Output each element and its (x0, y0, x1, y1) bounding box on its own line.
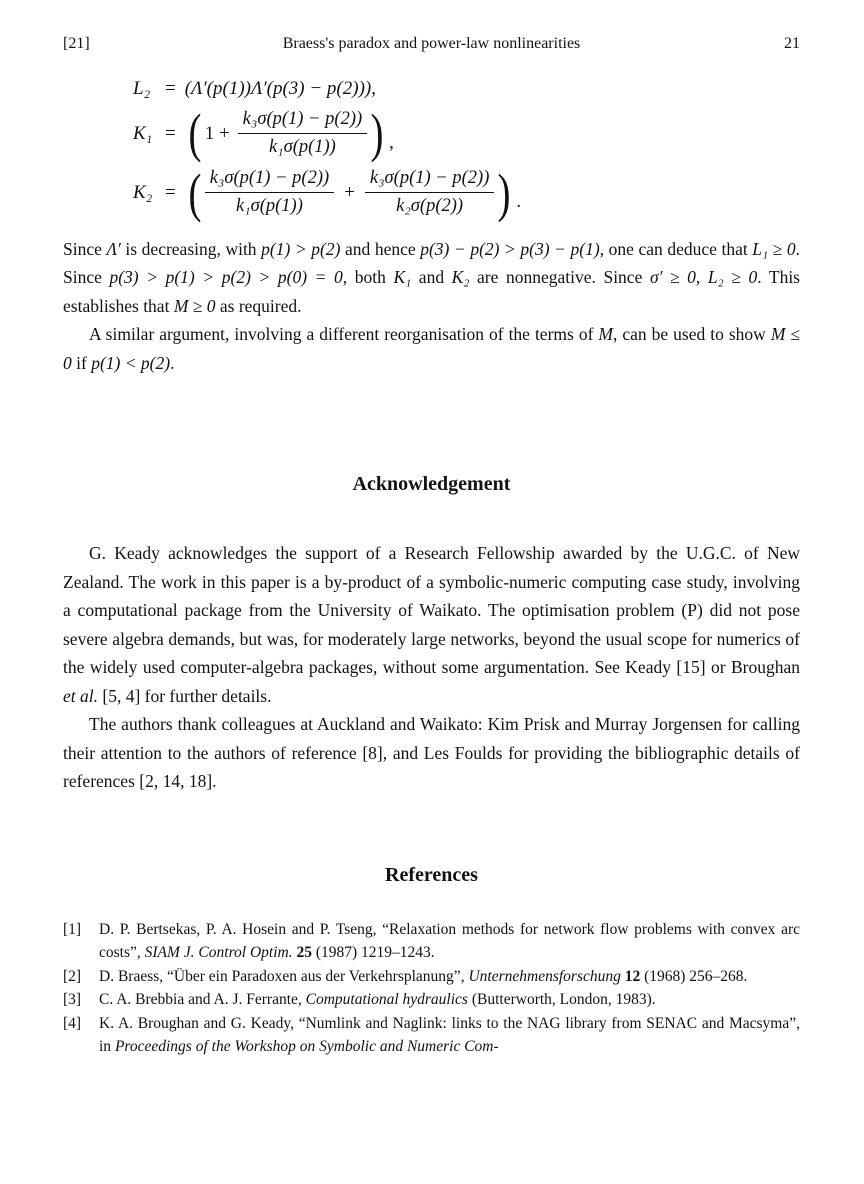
acknowledgement-paragraph: The authors thank colleagues at Auckland and Waikato: Kim Prisk and Murray Jorgensen for calling their attention to the authors of reference [8], and Les Foulds for providing the bibliographic details of references [2, 14, 18]. (63, 714, 800, 791)
equation-punctuation: . (516, 190, 522, 212)
reference-text: K. A. Broughan and G. Keady, “Numlink and Naglink: links to the NAG library from SENAC and Macsyma”, in Proceedings of the Workshop on Symbolic and Numeric Com- (99, 1014, 800, 1055)
fraction-denominator: k₁σ(p(1)) (235, 196, 303, 217)
fraction-denominator: k₂σ(p(2)) (396, 196, 464, 217)
running-head (63, 34, 800, 54)
reference-label: [3] (63, 991, 82, 1008)
equation-lhs: K₂ (133, 181, 153, 203)
acknowledgement-paragraph: G. Keady acknowledges the support of a Research Fellowship awarded by the U.G.C. of New Zealand. The work in this paper is a by-product of a symbolic-numeric computing case study, involving a computational package from the University of Waikato. The optimisation problem (P) did not pose severe algebra demands, but was, for moderately large networks, beyond the usual scope for numerics of the widely used computer-algebra packages, without some argumentation. See Keady [15] or Broughan et al. [5, 4] for further details. (63, 543, 800, 706)
reference-item (63, 1012, 800, 1059)
reference-item (63, 988, 800, 1012)
close-paren: ) (497, 162, 511, 223)
equation-lhs: K₁ (133, 122, 153, 144)
header-page-number: 21 (784, 35, 800, 52)
reference-item (63, 965, 800, 989)
open-paren: ( (188, 162, 202, 223)
equation-lhs: L₂ (133, 78, 151, 99)
reference-label: [1] (63, 920, 82, 938)
reference-text: D. P. Bertsekas, P. A. Hosein and P. Tseng, “Relaxation methods for network flow problems with convex arc costs”, SIAM J. Control Optim. 25 (1987) 1219–1243. (99, 920, 800, 961)
equation-term: 1 + (204, 122, 230, 144)
header-section-number: [21] (63, 35, 90, 52)
reference-text: D. Braess, “Über ein Paradoxen aus der Verkehrsplanung”, Unternehmensforschung 12 (1968) 256–268. (99, 967, 748, 985)
equation-l2 (133, 78, 800, 100)
fraction-numerator: k₃σ(p(1) − p(2)) (238, 108, 367, 134)
body-paragraph: Since Λ′ is decreasing, with p(1) > p(2) and hence p(3) − p(2) > p(3) − p(1), one can deduce that L₁ ≥ 0. Since p(3) > p(1) > p(2) > p(0) = 0, both K₁ and K₂ are nonnegative. Since σ′ ≥ 0, L₂ ≥ 0. This establishes that M ≥ 0 as required. (63, 238, 800, 316)
reference-list (63, 918, 800, 1059)
open-paren: ( (188, 103, 202, 164)
references-heading: References (385, 863, 478, 886)
equals-sign: = (165, 78, 176, 99)
equation-block (133, 78, 800, 223)
fraction-numerator: k₃σ(p(1) − p(2)) (205, 167, 334, 193)
plus-sign: + (344, 181, 355, 203)
fraction-numerator: k₃σ(p(1) − p(2)) (365, 167, 494, 193)
fraction (205, 167, 334, 218)
fraction (238, 108, 367, 159)
equation-punctuation: , (389, 131, 394, 153)
equals-sign: = (165, 122, 176, 144)
reference-label: [2] (63, 967, 82, 985)
header-paper-title: Braess's paradox and power-law nonlinearities (282, 35, 581, 52)
equals-sign: = (165, 181, 176, 203)
reference-label: [4] (63, 1014, 82, 1032)
fraction-denominator: k₁σ(p(1)) (268, 137, 336, 158)
equation-body: (Λ′(p(1))Λ′(p(3) − p(2))), (184, 78, 376, 99)
equation-k2 (133, 162, 800, 223)
body-paragraph: A similar argument, involving a different reorganisation of the terms of M, can be used to show M ≤ 0 if p(1) < p(2). (63, 324, 800, 373)
fraction (365, 167, 494, 218)
equation-k1 (133, 103, 800, 164)
reference-text: C. A. Brebbia and A. J. Ferrante, Computational hydraulics (Butterworth, London, 1983). (99, 991, 656, 1008)
close-paren: ) (370, 103, 384, 164)
acknowledgement-heading: Acknowledgement (352, 473, 511, 495)
reference-item (63, 918, 800, 965)
